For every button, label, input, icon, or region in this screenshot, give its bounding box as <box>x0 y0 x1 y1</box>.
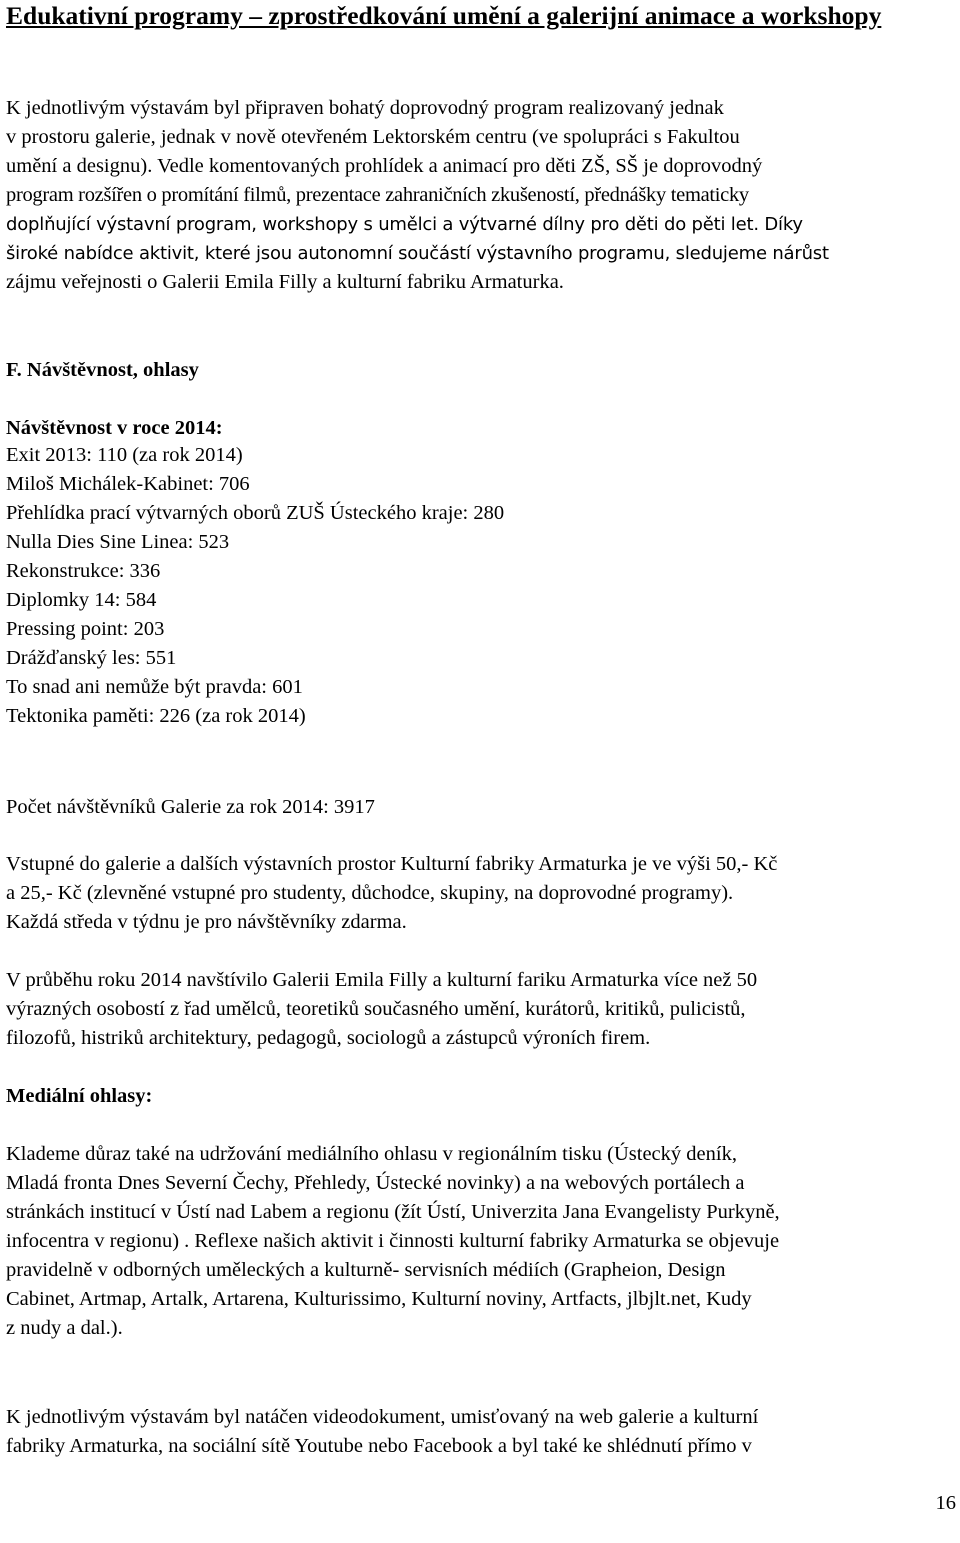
media-line: Mladá fronta Dnes Severní Čechy, Přehledy, Ústecké novinky) a na webových portálech a <box>6 1172 745 1194</box>
list-item: Nulla Dies Sine Linea: 523 <box>6 531 230 553</box>
intro-paragraph <box>6 94 958 297</box>
intro-line: doplňující výstavní program, workshopy s umělci a výtvarné dílny pro děti do pěti let. Díky <box>6 214 803 235</box>
intro-line: program rozšířen o promítání filmů, prezentace zahraničních zkušeností, přednášky tematicky <box>6 184 749 206</box>
media-heading: Mediální ohlasy: <box>6 1085 153 1107</box>
video-line: K jednotlivým výstavám byl natáčen videodokument, umisťovaný na web galerie a kulturní <box>6 1406 759 1428</box>
list-item: Pressing point: 203 <box>6 618 165 640</box>
intro-line: zájmu veřejnosti o Galerii Emila Filly a kulturní fabriku Armaturka. <box>6 271 564 293</box>
list-item: To snad ani nemůže být pravda: 601 <box>6 676 303 698</box>
video-line: fabriky Armaturka, na sociální sítě Youtube nebo Facebook a byl také ke shlédnutí přímo v <box>6 1435 752 1457</box>
video-paragraph <box>6 1403 958 1461</box>
admission-line: a 25,- Kč (zlevněné vstupné pro studenty, důchodce, skupiny, na doprovodné programy). <box>6 882 734 904</box>
media-line: z nudy a dal.). <box>6 1317 123 1339</box>
total-visitors: Počet návštěvníků Galerie za rok 2014: 3917 <box>6 796 375 818</box>
media-line: Klademe důraz také na udržování mediálního ohlasu v regionálním tisku (Ústecký deník, <box>6 1143 737 1165</box>
intro-line: v prostoru galerie, jednak v nově otevřeném Lektorském centru (ve spolupráci s Fakultou <box>6 126 740 148</box>
personalities-paragraph <box>6 966 958 1053</box>
list-item: Tektonika paměti: 226 (za rok 2014) <box>6 705 306 727</box>
visits-heading: Návštěvnost v roce 2014: <box>6 417 223 439</box>
media-line: Cabinet, Artmap, Artalk, Artarena, Kulturissimo, Kulturní noviny, Artfacts, jlbjlt.net, Kudy <box>6 1288 752 1310</box>
list-item: Miloš Michálek-Kabinet: 706 <box>6 473 250 495</box>
list-item: Drážďanský les: 551 <box>6 647 177 669</box>
list-item: Diplomky 14: 584 <box>6 589 157 611</box>
media-line: infocentra v regionu) . Reflexe našich aktivit i činnosti kulturní fabriky Armaturka se objevuje <box>6 1230 780 1252</box>
media-line: pravidelně v odborných uměleckých a kulturně- servisních médiích (Grapheion, Design <box>6 1259 726 1281</box>
media-line: stránkách institucí v Ústí nad Labem a regionu (žít Ústí, Univerzita Jana Evangelisty Purkyně, <box>6 1201 780 1223</box>
visits-list <box>6 441 504 731</box>
admission-line: Vstupné do galerie a dalších výstavních prostor Kulturní fabriky Armaturka je ve výši 50,- Kč <box>6 853 778 875</box>
list-item: Rekonstrukce: 336 <box>6 560 161 582</box>
intro-line: K jednotlivým výstavám byl připraven bohatý doprovodný program realizovaný jednak <box>6 97 724 119</box>
personalities-line: V průběhu roku 2014 navštívilo Galerii Emila Filly a kulturní fariku Armaturka více než 50 <box>6 969 758 991</box>
section-title: F. Návštěvnost, ohlasy <box>6 359 199 381</box>
personalities-line: výrazných osobostí z řad umělců, teoretiků současného umění, kurátorů, kritiků, pulicistů, <box>6 998 746 1020</box>
list-item: Přehlídka prací výtvarných oborů ZUŠ Ústeckého kraje: 280 <box>6 502 505 524</box>
admission-line: Každá středa v týdnu je pro návštěvníky zdarma. <box>6 911 407 933</box>
personalities-line: filozofů, histriků architektury, pedagogů, sociologů a zástupců výroních firem. <box>6 1027 651 1049</box>
intro-line: umění a designu). Vedle komentovaných prohlídek a animací pro děti ZŠ, SŠ je doprovodný <box>6 155 763 177</box>
admission-paragraph <box>6 850 958 937</box>
media-paragraph <box>6 1140 958 1343</box>
heading-edukativni-programy: Edukativní programy – zprostředkování umění a galerijní animace a workshopy <box>6 1 882 30</box>
intro-line: široké nabídce aktivit, které jsou autonomní součástí výstavního programu, sledujeme nárůst <box>6 243 829 264</box>
list-item: Exit 2013: 110 (za rok 2014) <box>6 444 243 466</box>
page-number: 16 <box>935 1492 956 1514</box>
